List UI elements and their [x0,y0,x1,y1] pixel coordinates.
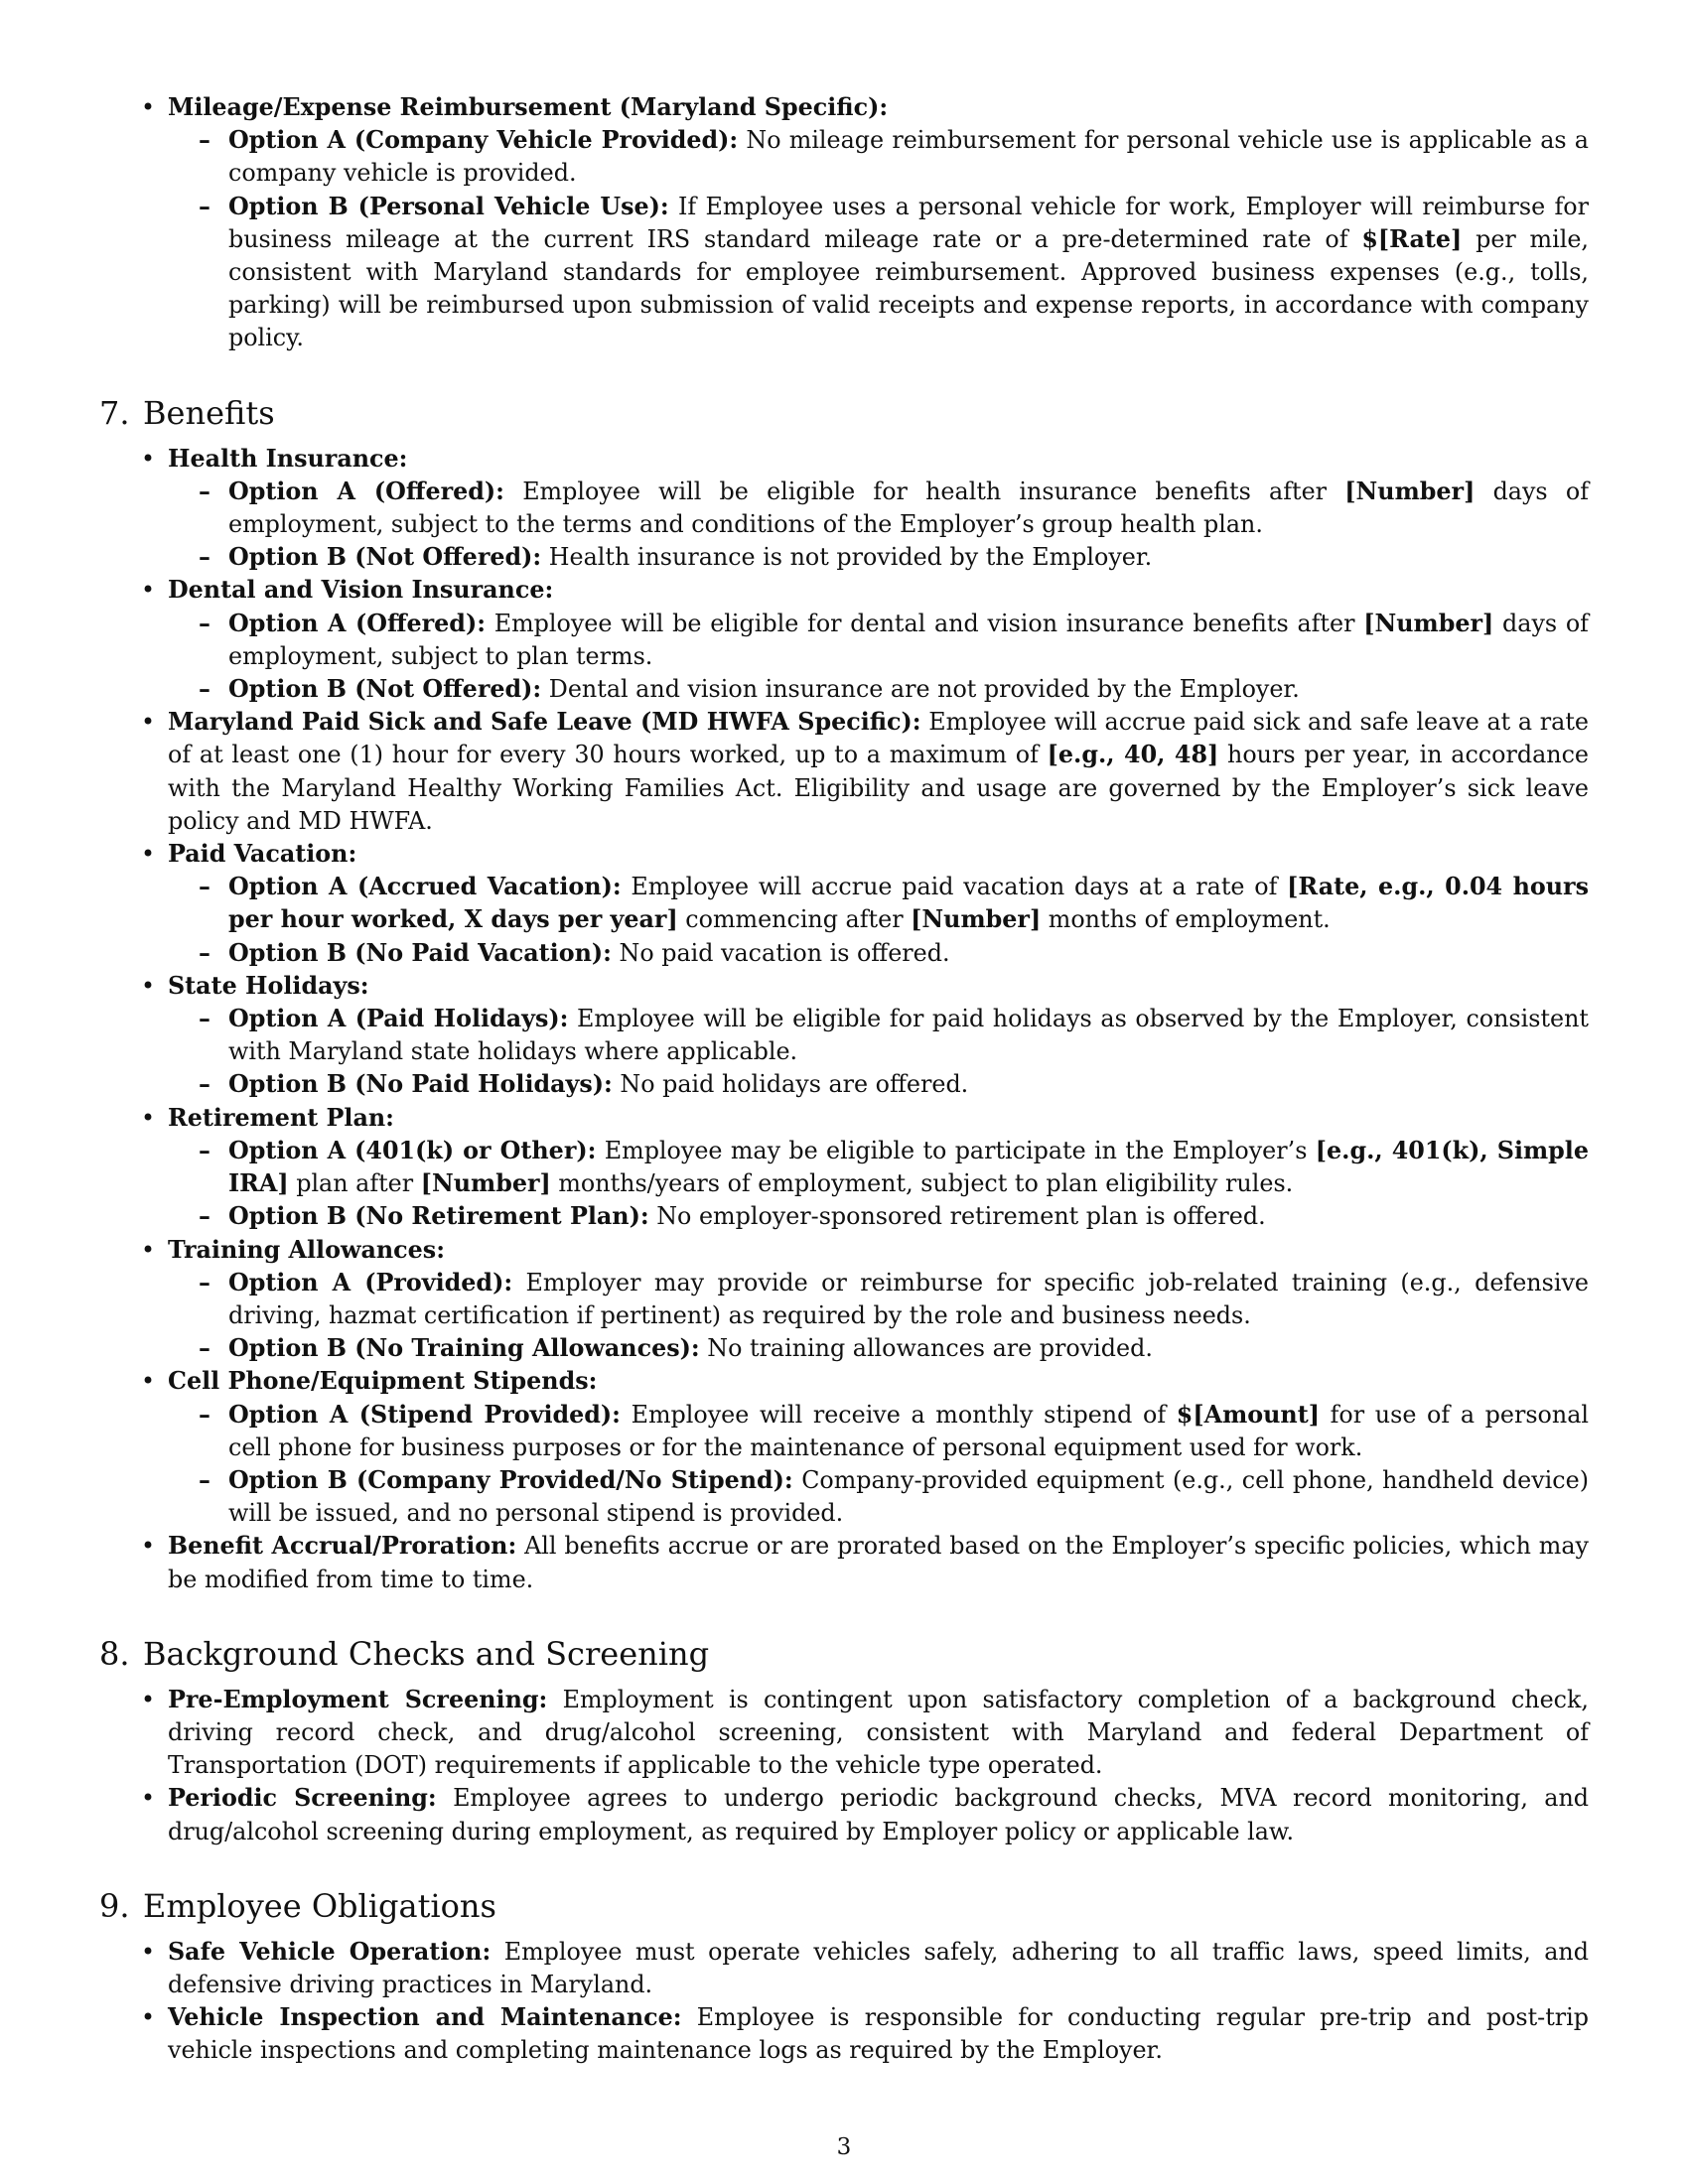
stipend-option-b: – Option B (Company Provided/No Stipend): Company-provided equipment (e.g., cell phone, handheld device) will be issued, and no personal stipend is provided. [228,1464,1589,1530]
mileage-options [168,124,1589,354]
dental-option-b: – Option B (Not Offered): Dental and vision insurance are not provided by the Employer. [228,673,1589,706]
vacation-option-b: – Option B (No Paid Vacation): No paid vacation is offered. [228,937,1589,970]
section-8-heading: 8. Background Checks and Screening [99,1634,710,1673]
health-insurance-item: • Health Insurance: – Option A (Offered): Employee will be eligible for health insurance benefits after [Number] days of employment, subject to the terms and conditions of the Employer’s group health plan. – Option B (Not Offered): Health insurance is not provided by the Employer. [168,443,1589,575]
vacation-option-a: – Option A (Accrued Vacation): Employee will accrue paid vacation days at a rate of [Rate, e.g., 0.04 hours per hour worked, X days per year] commencing after [Number] months of employment. [228,871,1589,936]
mileage-list [99,91,1589,355]
stipend-option-a: – Option A (Stipend Provided): Employee will receive a monthly stipend of $[Amount] for use of a personal cell phone for business purposes or for the maintenance of personal equipment used for work. [228,1399,1589,1464]
mileage-option-a: – Option A (Company Vehicle Provided): No mileage reimbursement for personal vehicle use is applicable as a company vehicle is provided. [228,124,1589,190]
health-option-b: – Option B (Not Offered): Health insurance is not provided by the Employer. [228,541,1589,574]
training-allowances-item: • Training Allowances: – Option A (Provided): Employer may provide or reimburse for specific job-related training (e.g., defensive driving, hazmat certification if pertinent) as required by the role and business needs. – Option B (No Training Allowances): No training allowances are provided. [168,1234,1589,1366]
training-option-a: – Option A (Provided): Employer may provide or reimburse for specific job-related training (e.g., defensive driving, hazmat certification if pertinent) as required by the role and business needs. [228,1267,1589,1332]
periodic-screening-item: • Periodic Screening: Employee agrees to undergo periodic background checks, MVA record monitoring, and drug/alcohol screening during employment, as required by Employer policy or applicable law. [168,1782,1589,1847]
sick-leave-item: • Maryland Paid Sick and Safe Leave (MD HWFA Specific): Employee will accrue paid sick and safe leave at a rate of at least one (1) hour for every 30 hours worked, up to a maximum of [e.g., 40, 48] hours per year, in accordance with the Maryland Healthy Working Families Act. Eligibility and usage are governed by the Employer’s sick leave policy and MD HWFA. [168,706,1589,838]
retirement-option-a: – Option A (401(k) or Other): Employee may be eligible to participate in the Employer’s [e.g., 401(k), Simple IRA] plan after [Number] months/years of employment, subject to plan eligibility rules. [228,1135,1589,1200]
document-page [99,91,1589,2068]
section-9-heading: 9. Employee Obligations [99,1886,496,1925]
state-holidays-item: • State Holidays: – Option A (Paid Holidays): Employee will be eligible for paid holidays as observed by the Employer, consistent with Maryland state holidays where applicable. – Option B (No Paid Holidays): No paid holidays are offered. [168,970,1589,1102]
dental-option-a: – Option A (Offered): Employee will be eligible for dental and vision insurance benefits after [Number] days of employment, subject to plan terms. [228,608,1589,673]
benefits-list [99,443,1589,1596]
mileage-item [168,91,1589,355]
retirement-plan-item: • Retirement Plan: – Option A (401(k) or Other): Employee may be eligible to participate in the Employer’s [e.g., 401(k), Simple IRA] plan after [Number] months/years of employment, subject to plan eligibility rules. – Option B (No Retirement Plan): No employer-sponsored retirement plan is offered. [168,1102,1589,1234]
obligations-list [99,1936,1589,2068]
paid-vacation-item: • Paid Vacation: – Option A (Accrued Vacation): Employee will accrue paid vacation days at a rate of [Rate, e.g., 0.04 hours per hour worked, X days per year] commencing after [Number] months of employment. – Option B (No Paid Vacation): No paid vacation is offered. [168,838,1589,970]
benefit-accrual-item: • Benefit Accrual/Proration: All benefits accrue or are prorated based on the Employer’s specific policies, which may be modified from time to time. [168,1530,1589,1595]
health-option-a: – Option A (Offered): Employee will be eligible for health insurance benefits after [Number] days of employment, subject to the terms and conditions of the Employer’s group health plan. [228,476,1589,541]
page-number: 3 [836,2134,852,2160]
retirement-option-b: – Option B (No Retirement Plan): No employer-sponsored retirement plan is offered. [228,1200,1589,1233]
section-7-heading: 7. Benefits [99,393,275,432]
vehicle-inspection-item: • Vehicle Inspection and Maintenance: Employee is responsible for conducting regular pre-trip and post-trip vehicle inspections and completing maintenance logs as required by the Employer. [168,2001,1589,2067]
pre-employment-screening-item: • Pre-Employment Screening: Employment is contingent upon satisfactory completion of a background check, driving record check, and drug/alcohol screening, consistent with Maryland and federal Department of Transportation (DOT) requirements if applicable to the vehicle type operated. [168,1684,1589,1783]
holidays-option-a: – Option A (Paid Holidays): Employee will be eligible for paid holidays as observed by the Employer, consistent with Maryland state holidays where applicable. [228,1003,1589,1068]
screening-list [99,1684,1589,1848]
mileage-title: Mileage/Expense Reimbursement (Maryland Specific): [168,93,889,121]
safe-vehicle-operation-item: • Safe Vehicle Operation: Employee must operate vehicles safely, adhering to all traffic laws, speed limits, and defensive driving practices in Maryland. [168,1936,1589,2001]
stipends-item: • Cell Phone/Equipment Stipends: – Option A (Stipend Provided): Employee will receive a monthly stipend of $[Amount] for use of a personal cell phone for business purposes or for the maintenance of personal equipment used for work. – Option B (Company Provided/No Stipend): Company-provided equipment (e.g., cell phone, handheld device) will be issued, and no personal stipend is provided. [168,1365,1589,1530]
holidays-option-b: – Option B (No Paid Holidays): No paid holidays are offered. [228,1068,1589,1101]
mileage-option-b: – Option B (Personal Vehicle Use): If Employee uses a personal vehicle for work, Employer will reimburse for business mileage at the current IRS standard mileage rate or a pre-determined rate of $[Rate] per mile, consistent with Maryland standards for employee reimbursement. Approved business expenses (e.g., tolls, parking) will be reimbursed upon submission of valid receipts and expense reports, in accordance with company policy. [228,191,1589,355]
dental-vision-item: • Dental and Vision Insurance: – Option A (Offered): Employee will be eligible for dental and vision insurance benefits after [Number] days of employment, subject to plan terms. – Option B (Not Offered): Dental and vision insurance are not provided by the Employer. [168,574,1589,706]
training-option-b: – Option B (No Training Allowances): No training allowances are provided. [228,1332,1589,1365]
